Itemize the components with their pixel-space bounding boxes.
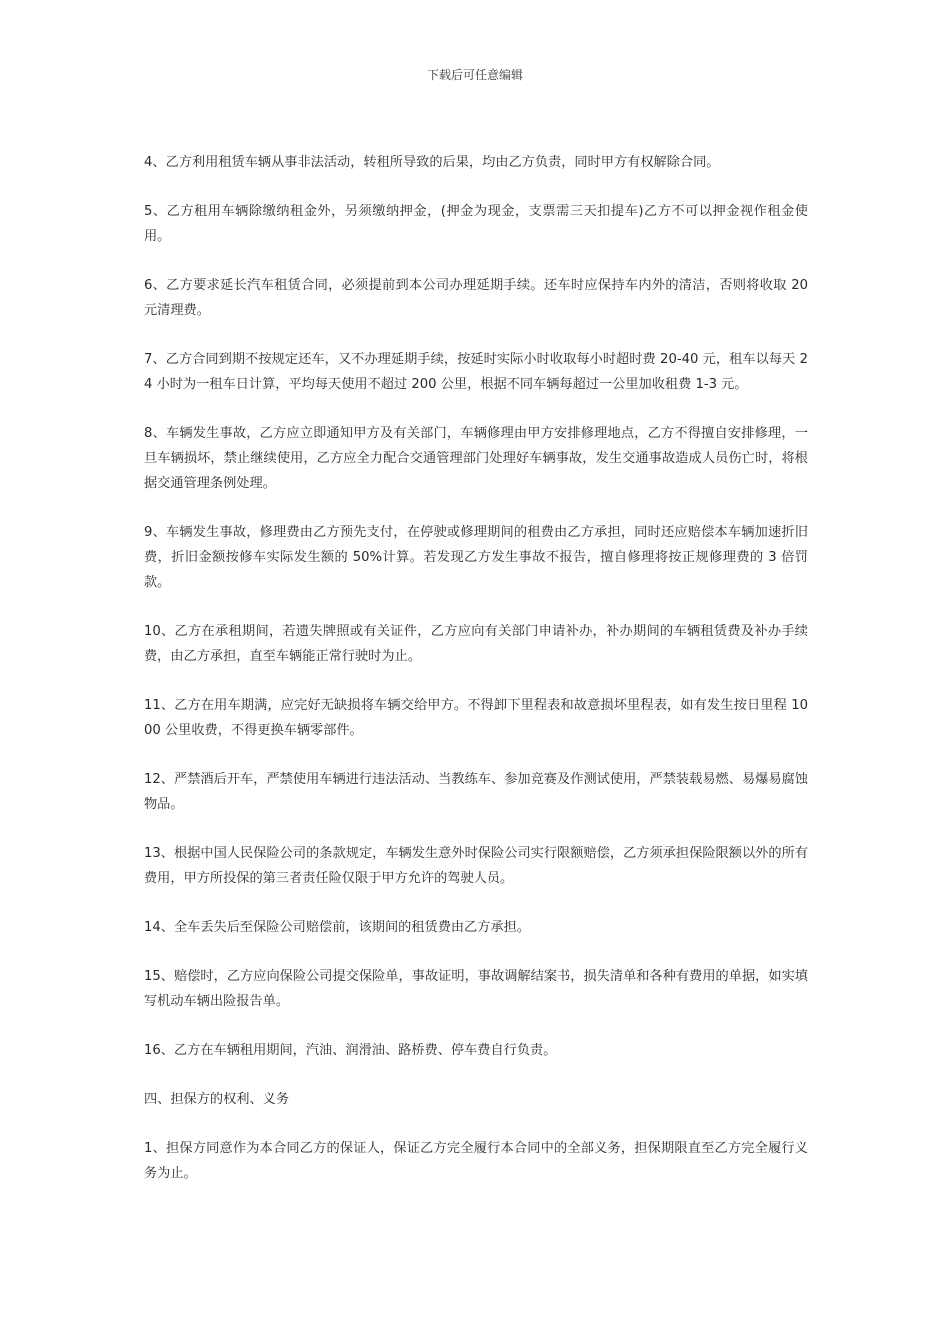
clause-8: 8、车辆发生事故，乙方应立即通知甲方及有关部门，车辆修理由甲方安排修理地点，乙方不得擅自安排修理，一旦车辆损坏，禁止继续使用，乙方应全力配合交通管理部门处理好车辆事故，发生交通事故造成人员伤亡时，将根据交通管理条例处理。 [144,426,808,491]
clause-10: 10、乙方在承租期间，若遗失牌照或有关证件，乙方应向有关部门申请补办，补办期间的车辆租赁费及补办手续费，由乙方承担，直至车辆能正常行驶时为止。 [144,624,808,664]
clause-15: 15、赔偿时，乙方应向保险公司提交保险单，事故证明，事故调解结案书，损失清单和各种有费用的单据，如实填写机动车辆出险报告单。 [144,969,808,1009]
clause-5: 5、乙方租用车辆除缴纳租金外，另须缴纳押金，(押金为现金，支票需三天扣提车)乙方不可以押金视作租金使用。 [144,204,808,244]
page-header: 下载后可任意编辑 [426,68,523,82]
document-body [144,150,808,1210]
section-heading-guarantor: 四、担保方的权利、义务 [144,1092,290,1107]
clause-13: 13、根据中国人民保险公司的条款规定，车辆发生意外时保险公司实行限额赔偿，乙方须承担保险限额以外的所有费用，甲方所投保的第三者责任险仅限于甲方允许的驾驶人员。 [144,846,808,886]
clause-7: 7、乙方合同到期不按规定还车，又不办理延期手续，按延时实际小时收取每小时超时费 20-40 元，租车以每天 24 小时为一租车日计算，平均每天使用不超过 200 公里，根据不同车辆每超过一公里加收租费 1-3 元。 [144,352,808,392]
guarantor-clause-1: 1、担保方同意作为本合同乙方的保证人，保证乙方完全履行本合同中的全部义务，担保期限直至乙方完全履行义务为止。 [144,1141,808,1181]
clause-14: 14、全车丢失后至保险公司赔偿前，该期间的租赁费由乙方承担。 [144,920,531,935]
clause-16: 16、乙方在车辆租用期间，汽油、润滑油、路桥费、停车费自行负责。 [144,1043,557,1058]
clause-4: 4、乙方利用租赁车辆从事非法活动，转租所导致的后果，均由乙方负责，同时甲方有权解除合同。 [144,155,720,170]
clause-6: 6、乙方要求延长汽车租赁合同，必须提前到本公司办理延期手续。还车时应保持车内外的清洁，否则将收取 20 元清理费。 [144,278,808,318]
clause-11: 11、乙方在用车期满，应完好无缺损将车辆交给甲方。不得卸下里程表和故意损坏里程表，如有发生按日里程 1000 公里收费，不得更换车辆零部件。 [144,698,808,738]
clause-9: 9、车辆发生事故，修理费由乙方预先支付，在停驶或修理期间的租费由乙方承担，同时还应赔偿本车辆加速折旧费，折旧金额按修车实际发生额的 50%计算。若发现乙方发生事故不报告，擅自修理将按正规修理费的 3 倍罚款。 [144,525,808,590]
clause-12: 12、严禁酒后开车，严禁使用车辆进行违法活动、当教练车、参加竞赛及作测试使用，严禁装载易燃、易爆易腐蚀物品。 [144,772,808,812]
